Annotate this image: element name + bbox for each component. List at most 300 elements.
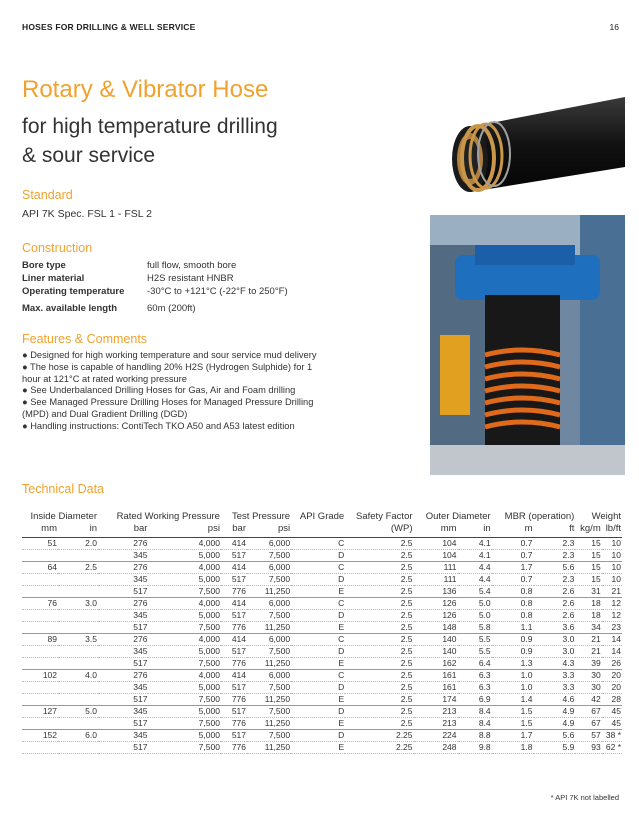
table-cell: 4.3 (534, 658, 576, 670)
table-cell: 517 (221, 646, 247, 658)
table-cell: 1.4 (492, 694, 534, 706)
table-cell: 276 (98, 562, 148, 574)
list-item: ● See Underbalanced Drilling Hoses for Gas, Air and Foam drilling (22, 385, 296, 396)
unit-header: m (492, 523, 534, 538)
table-cell: 5,000 (148, 574, 221, 586)
table-cell: D (291, 610, 345, 622)
table-cell: 517 (221, 610, 247, 622)
list-item: ● Handling instructions: ContiTech TKO A50 and A53 latest edition (22, 420, 295, 431)
table-row (22, 646, 622, 658)
table-cell: 26 (602, 658, 622, 670)
table-cell: 2.5 (345, 718, 413, 730)
table-cell: 39 (575, 658, 601, 670)
table-row (22, 694, 622, 706)
header-weight: Weight (591, 511, 621, 522)
header-mbr: MBR (operation) (504, 511, 575, 522)
table-cell (22, 742, 58, 754)
table-cell: 3.0 (58, 598, 98, 610)
table-cell: 6.3 (458, 670, 492, 682)
table-cell: 3.5 (58, 634, 98, 646)
table-cell: 517 (98, 622, 148, 634)
features-heading: Features & Comments (22, 332, 148, 346)
table-cell (58, 658, 98, 670)
table-cell: 1.5 (492, 706, 534, 718)
table-cell: C (291, 598, 345, 610)
table-cell: 2.6 (534, 586, 576, 598)
list-item: ● Designed for high working temperature and sour service mud delivery (22, 350, 317, 360)
table-cell: 10 (602, 562, 622, 574)
table-cell: 7,500 (148, 622, 221, 634)
table-header-row (22, 511, 622, 523)
table-cell: 1.0 (492, 670, 534, 682)
table-cell: 3.3 (534, 682, 576, 694)
table-cell: E (291, 694, 345, 706)
page-title: Rotary & Vibrator Hose (22, 76, 269, 103)
table-cell: 140 (414, 634, 458, 646)
table-cell: 2.3 (534, 574, 576, 586)
table-cell: 30 (575, 670, 601, 682)
table-cell (58, 682, 98, 694)
table-cell: 4.1 (458, 550, 492, 562)
table-cell: 213 (414, 706, 458, 718)
standard-text: API 7K Spec. FSL 1 - FSL 2 (22, 208, 152, 220)
table-cell: 5,000 (148, 706, 221, 718)
table-cell: D (291, 682, 345, 694)
table-cell: 5,000 (148, 610, 221, 622)
table-cell: 2.5 (345, 550, 413, 562)
construction-value: 60m (200ft) (147, 303, 196, 314)
table-cell: 11,250 (247, 694, 291, 706)
table-cell: 2.3 (534, 538, 576, 550)
table-cell: 7,500 (247, 706, 291, 718)
table-cell: 42 (575, 694, 601, 706)
table-cell: 28 (602, 694, 622, 706)
table-cell: 517 (221, 682, 247, 694)
unit-header: ft (534, 523, 576, 538)
table-cell: 776 (221, 742, 247, 754)
list-item: ● The hose is capable of handling 20% H2S (Hydrogen Sulphide) for 1 hour at 121°C at rated working pressure (22, 361, 313, 384)
page-number: 16 (609, 22, 619, 32)
unit-header: mm (414, 523, 458, 538)
table-cell: 2.5 (345, 586, 413, 598)
table-cell: 45 (602, 718, 622, 730)
table-cell: 4,000 (148, 598, 221, 610)
table-cell: 517 (221, 706, 247, 718)
unit-header: in (58, 523, 98, 538)
table-cell: 8.4 (458, 718, 492, 730)
table-cell: 248 (414, 742, 458, 754)
table-row (22, 730, 622, 742)
table-cell: 62 * (602, 742, 622, 754)
table-cell: 4.1 (458, 538, 492, 550)
table-cell: 4.4 (458, 574, 492, 586)
table-cell: 7,500 (148, 658, 221, 670)
table-cell: 2.5 (345, 658, 413, 670)
table-cell: 102 (22, 670, 58, 682)
table-cell: 5.8 (458, 622, 492, 634)
table-cell: 111 (414, 574, 458, 586)
table-cell: 6.9 (458, 694, 492, 706)
table-cell: 5.0 (458, 610, 492, 622)
table-cell: 2.25 (345, 742, 413, 754)
table-cell: 4,000 (148, 538, 221, 550)
table-cell: 2.5 (345, 538, 413, 550)
table-cell: 152 (22, 730, 58, 742)
table-cell: 7,500 (148, 586, 221, 598)
table-row (22, 634, 622, 646)
table-row (22, 610, 622, 622)
table-cell: 6,000 (247, 598, 291, 610)
table-cell: 517 (98, 586, 148, 598)
table-cell: 127 (22, 706, 58, 718)
table-cell: 517 (221, 574, 247, 586)
table-cell: D (291, 730, 345, 742)
table-cell: 2.5 (345, 598, 413, 610)
table-cell: 104 (414, 550, 458, 562)
standard-heading: Standard (22, 188, 73, 202)
table-cell: 1.7 (492, 562, 534, 574)
table-cell: 345 (98, 550, 148, 562)
table-cell: 414 (221, 562, 247, 574)
table-cell: 6,000 (247, 562, 291, 574)
table-cell: 5,000 (148, 550, 221, 562)
table-cell: 21 (575, 646, 601, 658)
construction-heading: Construction (22, 241, 93, 255)
table-cell: 6.4 (458, 658, 492, 670)
table-cell: 4.6 (534, 694, 576, 706)
table-cell: 2.5 (345, 634, 413, 646)
table-cell (22, 622, 58, 634)
table-row (22, 682, 622, 694)
table-cell: 5.0 (458, 598, 492, 610)
table-cell: 21 (575, 634, 601, 646)
table-cell: 276 (98, 538, 148, 550)
table-cell: 8.8 (458, 730, 492, 742)
table-cell: 2.5 (345, 670, 413, 682)
header-inside-diameter: Inside Diameter (30, 511, 97, 522)
table-cell: 414 (221, 598, 247, 610)
unit-header: lb/ft (602, 523, 622, 538)
table-body (22, 538, 622, 754)
table-cell: 776 (221, 718, 247, 730)
table-cell: 9.8 (458, 742, 492, 754)
table-cell: 11,250 (247, 718, 291, 730)
table-cell: 12 (602, 610, 622, 622)
footnote: * API 7K not labelled (550, 793, 619, 802)
table-row (22, 706, 622, 718)
table-cell: 517 (221, 550, 247, 562)
list-item: ● See Managed Pressure Drilling Hoses for Managed Pressure Drilling (MPD) and Dual Gradient Drilling (DGD) (22, 397, 314, 419)
table-cell: 93 (575, 742, 601, 754)
table-cell: 0.7 (492, 538, 534, 550)
table-cell: D (291, 646, 345, 658)
table-cell: C (291, 670, 345, 682)
table-cell: 2.25 (345, 730, 413, 742)
table-cell: 2.5 (345, 646, 413, 658)
table-cell: 161 (414, 670, 458, 682)
subtitle-line-1: for high temperature drilling (22, 115, 278, 138)
table-row (22, 562, 622, 574)
table-cell: 10 (602, 574, 622, 586)
table-cell: 0.8 (492, 610, 534, 622)
unit-header: (WP) (345, 523, 413, 538)
table-cell: 148 (414, 622, 458, 634)
table-cell: 7,500 (247, 610, 291, 622)
construction-value: -30°C to +121°C (-22°F to 250°F) (147, 286, 288, 297)
technical-data-heading: Technical Data (22, 482, 104, 496)
table-cell: 5.4 (458, 586, 492, 598)
table-cell: 11,250 (247, 586, 291, 598)
table-cell: 2.5 (345, 610, 413, 622)
table-cell: 3.6 (534, 622, 576, 634)
table-cell: 5.9 (534, 742, 576, 754)
table-cell: C (291, 562, 345, 574)
table-cell: 345 (98, 706, 148, 718)
table-cell: 0.9 (492, 634, 534, 646)
table-cell (58, 610, 98, 622)
table-cell: E (291, 742, 345, 754)
construction-key: Bore type (22, 260, 66, 271)
table-cell: 0.9 (492, 646, 534, 658)
table-cell: 14 (602, 646, 622, 658)
table-cell: 2.5 (58, 562, 98, 574)
table-cell (22, 574, 58, 586)
table-cell: E (291, 658, 345, 670)
table-cell: E (291, 718, 345, 730)
drilling-rig-photo (430, 215, 625, 475)
construction-value: H2S resistant HNBR (147, 273, 234, 284)
table-cell (58, 586, 98, 598)
table-cell: 6,000 (247, 538, 291, 550)
table-row (22, 586, 622, 598)
unit-header: kg/m (575, 523, 601, 538)
table-cell: 8.4 (458, 706, 492, 718)
table-cell: 776 (221, 694, 247, 706)
table-cell: 15 (575, 538, 601, 550)
header-rated-pressure: Rated Working Pressure (116, 511, 220, 522)
table-cell: 0.7 (492, 550, 534, 562)
table-cell: 276 (98, 598, 148, 610)
table-cell: 34 (575, 622, 601, 634)
features-list (22, 350, 332, 433)
table-cell (22, 718, 58, 730)
table-cell: 18 (575, 610, 601, 622)
table-cell: 5.6 (534, 730, 576, 742)
table-cell: 1.8 (492, 742, 534, 754)
table-cell: 136 (414, 586, 458, 598)
table-cell: C (291, 538, 345, 550)
table-cell: 57 (575, 730, 601, 742)
table-cell: 7,500 (247, 682, 291, 694)
table-cell: 2.0 (58, 538, 98, 550)
table-cell: D (291, 550, 345, 562)
table-cell: 4.0 (58, 670, 98, 682)
table-cell: 104 (414, 538, 458, 550)
table-cell: 6.3 (458, 682, 492, 694)
unit-header: psi (148, 523, 221, 538)
table-cell: 3.3 (534, 670, 576, 682)
table-cell: 89 (22, 634, 58, 646)
table-cell: 414 (221, 538, 247, 550)
table-cell: 20 (602, 670, 622, 682)
table-cell: 162 (414, 658, 458, 670)
table-cell: 76 (22, 598, 58, 610)
table-cell (22, 550, 58, 562)
table-cell: 5.6 (534, 562, 576, 574)
table-cell: 2.5 (345, 622, 413, 634)
table-cell: 2.5 (345, 706, 413, 718)
table-cell: 776 (221, 586, 247, 598)
table-cell: 5.0 (58, 706, 98, 718)
table-cell: 517 (98, 718, 148, 730)
table-cell: 776 (221, 622, 247, 634)
table-cell: 18 (575, 598, 601, 610)
table-cell (58, 694, 98, 706)
table-cell: 10 (602, 550, 622, 562)
table-cell: 7,500 (148, 694, 221, 706)
table-row (22, 574, 622, 586)
table-cell: 517 (221, 730, 247, 742)
table-cell: 1.1 (492, 622, 534, 634)
section-header: HOSES FOR DRILLING & WELL SERVICE (22, 22, 196, 32)
table-cell: 4,000 (148, 634, 221, 646)
table-cell: 3.0 (534, 634, 576, 646)
table-cell: 5.5 (458, 646, 492, 658)
table-cell: 5,000 (148, 646, 221, 658)
table-cell: 7,500 (148, 742, 221, 754)
construction-key: Operating temperature (22, 286, 125, 297)
table-cell: C (291, 634, 345, 646)
table-cell: 4.9 (534, 706, 576, 718)
table-row (22, 658, 622, 670)
table-cell: 1.5 (492, 718, 534, 730)
table-cell: 15 (575, 550, 601, 562)
table-cell: 2.5 (345, 694, 413, 706)
table-cell: 140 (414, 646, 458, 658)
table-cell: 38 * (602, 730, 622, 742)
table-row (22, 538, 622, 550)
table-cell: 1.7 (492, 730, 534, 742)
table-row (22, 550, 622, 562)
table-cell: 161 (414, 682, 458, 694)
unit-header: bar (98, 523, 148, 538)
table-cell: 776 (221, 658, 247, 670)
table-cell: 0.7 (492, 574, 534, 586)
table-cell: E (291, 586, 345, 598)
table-cell: 517 (98, 658, 148, 670)
table-cell: 414 (221, 634, 247, 646)
table-cell: D (291, 574, 345, 586)
table-cell: 5.5 (458, 634, 492, 646)
table-cell: 2.5 (345, 682, 413, 694)
unit-header: psi (247, 523, 291, 538)
table-cell: 30 (575, 682, 601, 694)
table-cell: 20 (602, 682, 622, 694)
unit-header: bar (221, 523, 247, 538)
page-subtitle (22, 112, 278, 170)
table-row (22, 670, 622, 682)
table-cell (58, 646, 98, 658)
unit-header: mm (22, 523, 58, 538)
header-api-grade: API Grade (299, 511, 345, 522)
table-row (22, 622, 622, 634)
table-cell: D (291, 706, 345, 718)
table-cell: 23 (602, 622, 622, 634)
table-cell: 517 (98, 694, 148, 706)
table-cell: 2.6 (534, 598, 576, 610)
table-cell: 276 (98, 670, 148, 682)
table-cell (58, 742, 98, 754)
table-cell: 31 (575, 586, 601, 598)
header-outer-diameter: Outer Diameter (425, 511, 491, 522)
construction-key: Max. available length (22, 303, 118, 314)
table-cell (58, 718, 98, 730)
table-cell: 517 (98, 742, 148, 754)
table-cell: 174 (414, 694, 458, 706)
unit-header: in (458, 523, 492, 538)
table-cell (58, 550, 98, 562)
table-cell: 51 (22, 538, 58, 550)
technical-data-table (22, 511, 622, 754)
table-cell: 6,000 (247, 634, 291, 646)
table-cell: 4.9 (534, 718, 576, 730)
table-cell: 126 (414, 598, 458, 610)
table-cell: 1.3 (492, 658, 534, 670)
table-cell: 213 (414, 718, 458, 730)
table-cell: 11,250 (247, 742, 291, 754)
table-cell: 2.6 (534, 610, 576, 622)
subtitle-line-2: & sour service (22, 144, 156, 167)
table-row (22, 718, 622, 730)
table-cell: 345 (98, 682, 148, 694)
table-cell: 7,500 (247, 730, 291, 742)
table-cell: 64 (22, 562, 58, 574)
header-safety-factor: Safety Factor (356, 511, 413, 522)
table-cell: 7,500 (247, 646, 291, 658)
table-cell: 345 (98, 730, 148, 742)
table-cell: 11,250 (247, 622, 291, 634)
hose-product-image (430, 92, 625, 202)
table-cell: 4.4 (458, 562, 492, 574)
table-cell (22, 694, 58, 706)
table-cell: 15 (575, 562, 601, 574)
table-row (22, 742, 622, 754)
table-cell: 111 (414, 562, 458, 574)
table-cell: 6.0 (58, 730, 98, 742)
table-cell: 67 (575, 706, 601, 718)
table-cell: 6,000 (247, 670, 291, 682)
table-cell (58, 622, 98, 634)
table-cell: 126 (414, 610, 458, 622)
construction-key: Liner material (22, 273, 85, 284)
table-cell: 12 (602, 598, 622, 610)
table-cell: 7,500 (247, 574, 291, 586)
table-cell (22, 682, 58, 694)
table-cell: 345 (98, 574, 148, 586)
table-cell: E (291, 622, 345, 634)
table-cell: 345 (98, 646, 148, 658)
unit-header (291, 523, 345, 538)
table-cell: 276 (98, 634, 148, 646)
table-row (22, 598, 622, 610)
table-cell: 345 (98, 610, 148, 622)
table-cell: 2.5 (345, 574, 413, 586)
table-cell: 0.8 (492, 598, 534, 610)
construction-value: full flow, smooth bore (147, 260, 237, 271)
table-cell: 7,500 (247, 550, 291, 562)
table-cell: 15 (575, 574, 601, 586)
table-cell: 21 (602, 586, 622, 598)
